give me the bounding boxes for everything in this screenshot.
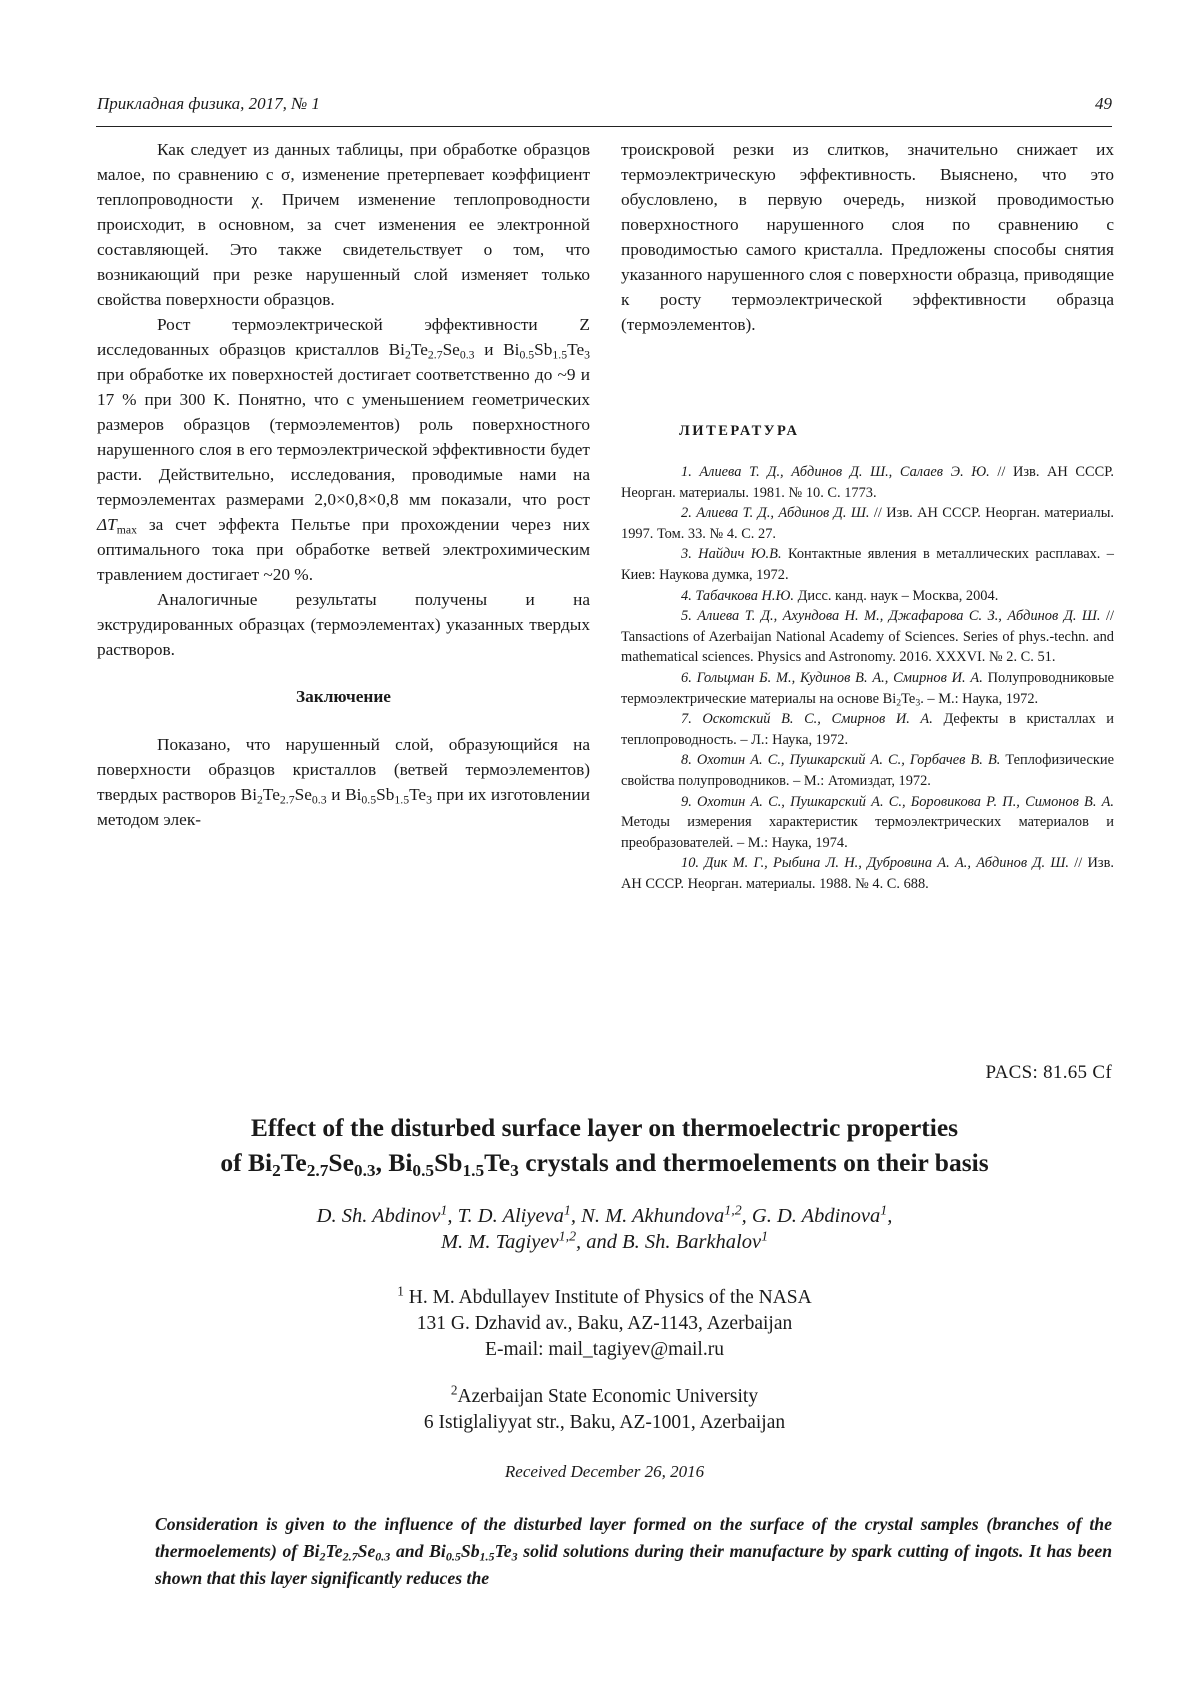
reference-item: 3. Найдич Ю.В. Контактные явления в металлических расплавах. – Киев: Наукова думка, 1972. — [621, 544, 1114, 585]
left-column — [97, 137, 590, 832]
reference-item: 7. Оскотский В. С., Смирнов И. А. Дефекты в кристаллах и теплопроводность. – Л.: Наука, 1972. — [621, 709, 1114, 750]
formula: Bi2Te2.7Se0.3 — [303, 1541, 391, 1561]
formula: Bi0.5Sb1.5Te3 — [503, 340, 590, 359]
header-rule — [96, 126, 1112, 127]
formula: Bi2Te2.7Se0.3 — [241, 785, 327, 804]
reference-list — [621, 462, 1114, 894]
reference-item: 8. Охотин А. С., Пушкарский А. С., Горбачев В. В. Теплофизические свойства полупроводников. – М.: Атомиздат, 1972. — [621, 750, 1114, 791]
journal-citation: Прикладная физика, 2017, № 1 — [97, 94, 320, 114]
reference-item: 4. Табачкова Н.Ю. Дисс. канд. наук – Москва, 2004. — [621, 586, 1114, 607]
conclusion-heading: Заключение — [97, 684, 590, 709]
formula: Bi2Te3 — [883, 691, 921, 707]
references-heading: ЛИТЕРАТУРА — [679, 423, 799, 440]
abstract: Consideration is given to the influence of the disturbed layer formed on the surface of the crystal samples (branches of the thermoelements) of Bi2Te2.7Se0.3 and Bi0.5Sb1.5Te3 solid solutions during their manufacture by spark cutting of ingots. It has been shown that this layer significantly reduces the — [155, 1511, 1112, 1592]
paragraph: Показано, что нарушенный слой, образующийся на поверхности образцов кристаллов (ветвей термоэлементов) твердых растворов Bi2Te2.7Se0.3 и Bi0.5Sb1.5Te3 при их изготовлении методом элек- — [97, 732, 590, 832]
paragraph: Аналогичные результаты получены и на экструдированных образцах (термоэлементах) указанных твердых растворов. — [97, 587, 590, 662]
formula: Bi0.5Sb1.5Te3 — [345, 785, 432, 804]
reference-item: 6. Гольцман Б. М., Кудинов В. А., Смирнов И. А. Полупроводниковые термоэлектрические материалы на основе Bi2Te3. – М.: Наука, 1972. — [621, 668, 1114, 709]
english-title: Effect of the disturbed surface layer on thermoelectric properties of Bi2Te2.7Se0.3, Bi0.5Sb1.5Te3 crystals and thermoelements on their basis — [97, 1110, 1112, 1180]
journal-page — [0, 0, 1200, 1698]
formula: Bi0.5Sb1.5Te3 — [429, 1541, 518, 1561]
received-date: Received December 26, 2016 — [97, 1462, 1112, 1482]
paragraph: Рост термоэлектрической эффективности Z исследованных образцов кристаллов Bi2Te2.7Se0.3 и Bi0.5Sb1.5Te3 при обработке их поверхностей достигает соответственно до ~9 и 17 % при 300 K. Понятно, что с уменьшением геометрических размеров образцов (термоэлементов) роль поверхностного нарушенного слоя в его термоэлектрической эффективности будет расти. Действительно, исследования, проводимые нами на термоэлементах размерами 2,0×0,8×0,8 мм показали, что рост ΔTmax за счет эффекта Пельтье при прохождении через них оптимального тока при обработке ветвей электрохимическим травлением достигает ~20 %. — [97, 312, 590, 587]
paragraph: троискровой резки из слитков, значительно снижает их термоэлектрическую эффективность. Выяснено, что это обусловлено, в первую очередь, низкой проводимостью поверхностного нарушенного слоя по сравнению с проводимостью самого кристалла. Предложены способы снятия указанного нарушенного слоя с поверхности образца, приводящие к росту термоэлектрической эффективности образца (термоэлементов). — [621, 137, 1114, 337]
paragraph: Как следует из данных таблицы, при обработке образцов малое, по сравнению с σ, изменение претерпевает коэффициент теплопроводности χ. Причем изменение теплопроводности происходит, в основном, за счет изменения ее электронной составляющей. Это также свидетельствует о том, что возникающий при резке нарушенный слой изменяет только свойства поверхности образцов. — [97, 137, 590, 312]
reference-item: 1. Алиева Т. Д., Абдинов Д. Ш., Салаев Э. Ю. // Изв. АН СССР. Неорган. материалы. 1981. № 10. С. 1773. — [621, 462, 1114, 503]
affiliation: 1 H. M. Abdullayev Institute of Physics of the NASA 131 G. Dzhavid av., Baku, AZ-1143, Azerbaijan E-mail: mail_tagiyev@mail.ru — [97, 1285, 1112, 1363]
reference-item: 5. Алиева Т. Д., Ахундова Н. М., Джафарова С. З., Абдинов Д. Ш. // Tansactions of Azerbaijan National Academy of Sciences. Series of phys.-techn. and mathematical sciences. Physics and Astronomy. 2016. XXXVI. № 2. С. 51. — [621, 606, 1114, 668]
author-list: D. Sh. Abdinov1, T. D. Aliyeva1, N. M. Akhundova1,2, G. D. Abdinova1, M. M. Tagiyev1,2, and B. Sh. Barkhalov1 — [97, 1203, 1112, 1255]
formula: ΔTmax — [97, 515, 137, 534]
formula: Bi2Te2.7Se0.3 — [389, 340, 475, 359]
pacs-code: PACS: 81.65 Cf — [985, 1062, 1112, 1084]
reference-item: 10. Дик М. Г., Рыбина Л. Н., Дубровина А. А., Абдинов Д. Ш. // Изв. АН СССР. Неорган. материалы. 1988. № 4. С. 688. — [621, 853, 1114, 894]
email-link[interactable]: E-mail: mail_tagiyev@mail.ru — [97, 1337, 1112, 1363]
formula: Bi2Te2.7Se0.3, Bi0.5Sb1.5Te3 — [248, 1148, 519, 1177]
page-number: 49 — [1095, 94, 1112, 114]
running-header — [97, 94, 1112, 116]
reference-item: 9. Охотин А. С., Пушкарский А. С., Боровикова Р. П., Симонов В. А. Методы измерения характеристик термоэлектрических материалов и преобразователей. – М.: Наука, 1974. — [621, 792, 1114, 854]
right-column — [621, 137, 1114, 337]
reference-item: 2. Алиева Т. Д., Абдинов Д. Ш. // Изв. АН СССР. Неорган. материалы. 1997. Том. 33. № 4. С. 27. — [621, 503, 1114, 544]
affiliation: 2Azerbaijan State Economic University 6 Istiglaliyyat str., Baku, AZ-1001, Azerbaijan — [97, 1384, 1112, 1436]
